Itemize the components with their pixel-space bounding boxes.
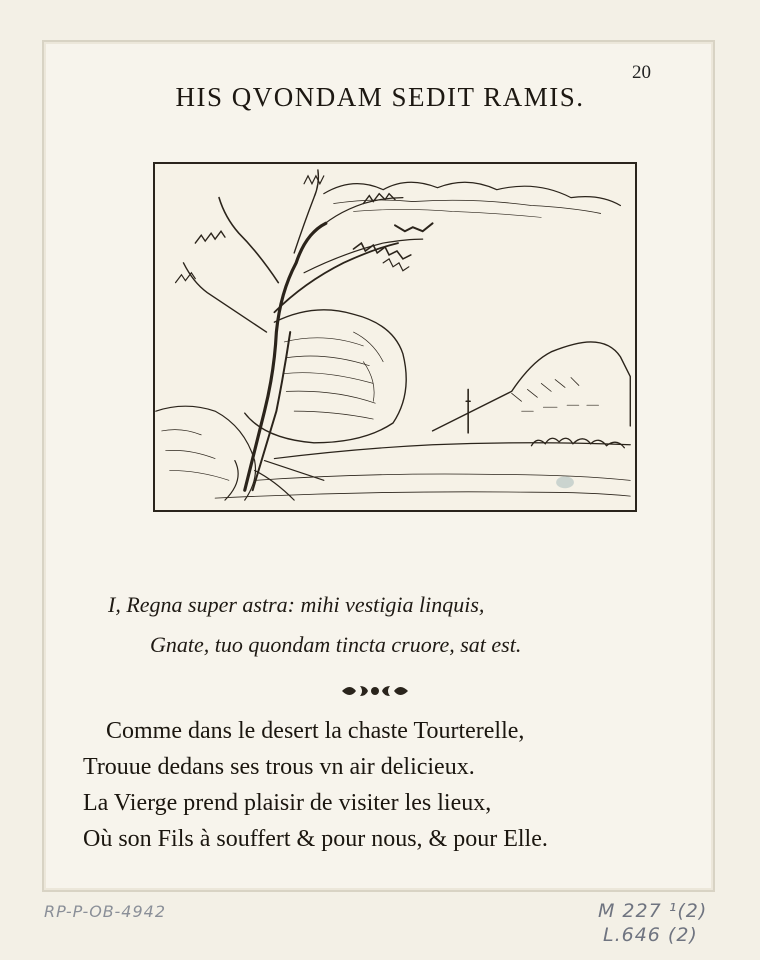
emblem-title: HIS QVONDAM SEDIT RAMIS. xyxy=(175,82,585,112)
french-verse-line-4: Où son Fils à souffert & pour nous, & pour Elle. xyxy=(83,826,548,852)
inventory-note-right-2: L.646 (2) xyxy=(603,924,698,946)
fleuron-icon xyxy=(340,680,410,702)
landscape-engraving-tree-bird-icon xyxy=(155,164,635,510)
french-verse-line-1: Comme dans le desert la chaste Tourterelle, xyxy=(106,718,525,744)
latin-verse-line-2: Gnate, tuo quondam tincta cruore, sat est. xyxy=(150,632,522,657)
french-verse-line-2: Trouue dedans ses trous vn air delicieux. xyxy=(83,754,475,780)
french-verse-line-3: La Vierge prend plaisir de visiter les lieux, xyxy=(83,790,492,816)
engraving-plate xyxy=(153,162,637,512)
inventory-number-left: RP-P-OB-4942 xyxy=(44,902,166,921)
page-number: 20 xyxy=(632,62,651,83)
inventory-note-right-1: M 227 ¹(2) xyxy=(598,900,708,922)
latin-verse-line-1: I, Regna super astra: mihi vestigia linquis, xyxy=(108,592,485,617)
